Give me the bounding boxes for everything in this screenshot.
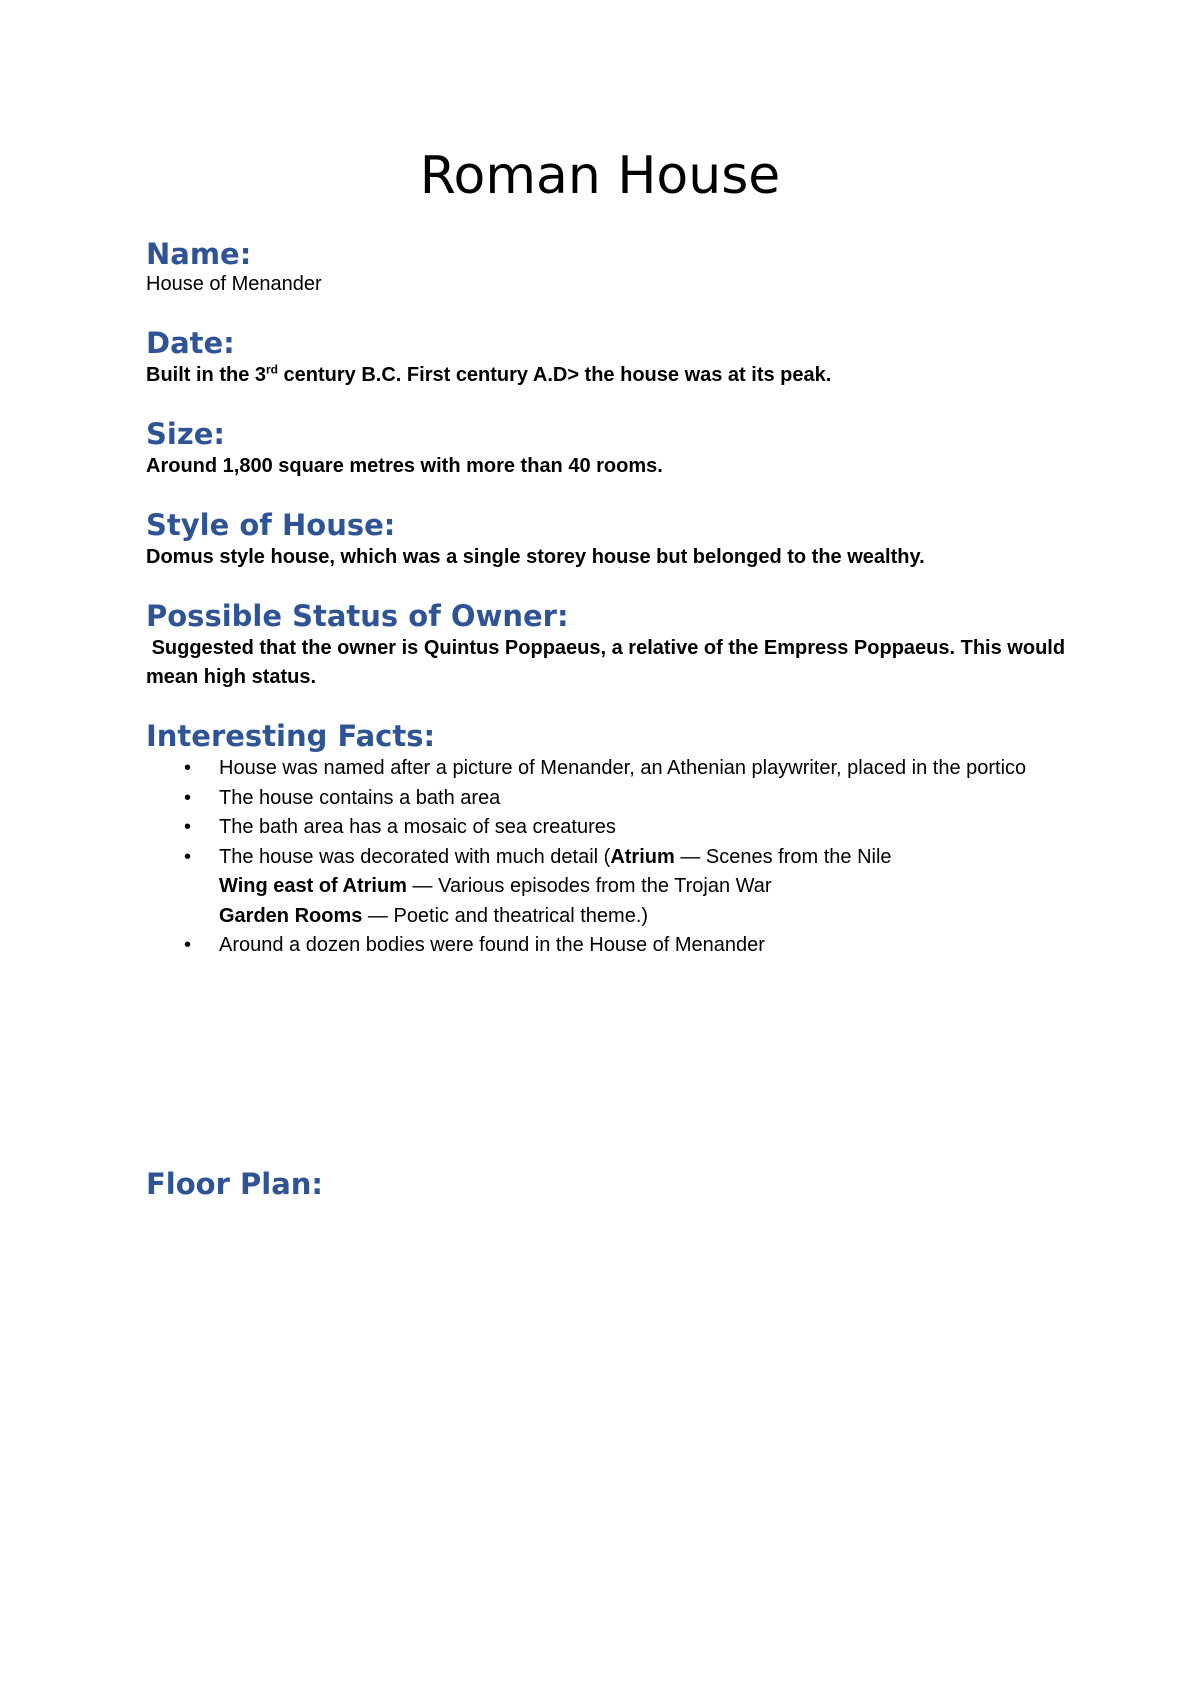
date-text-end: century B.C. First century A.D> the house was at its peak. [278, 364, 832, 386]
facts-heading: Interesting Facts: [146, 719, 436, 753]
date-text-start: Built in the 3 [146, 364, 266, 386]
garden-label: Garden Rooms [219, 904, 363, 927]
section-facts [146, 718, 1086, 961]
bullet-icon: • [184, 786, 192, 809]
section-status [146, 598, 1086, 692]
bullet-icon: • [184, 845, 192, 868]
fact-text: The bath area has a mosaic of sea creatures [219, 816, 616, 838]
bullet-icon: • [184, 816, 192, 838]
style-text-bold: Domus style house, which was a single storey house but belonged to the wealthy. [146, 546, 925, 568]
section-size [146, 416, 1086, 481]
status-heading: Possible Status of Owner: [146, 599, 569, 633]
facts-list [146, 754, 1086, 961]
fact-text: House was named after a picture of Menander, an Athenian playwriter, placed in the portico [219, 757, 1027, 779]
section-date [146, 325, 1086, 390]
section-style [146, 507, 1086, 572]
size-heading: Size: [146, 417, 225, 451]
list-item [146, 784, 1086, 814]
document-body [146, 236, 1086, 987]
name-text: House of Menander [146, 273, 322, 295]
bullet-icon: • [184, 934, 192, 956]
status-text-bold: Suggested that the owner is Quintus Poppaeus, a relative of the Empress Poppaeus. This would mean high status. [146, 637, 1071, 688]
list-item [146, 843, 1086, 932]
atrium-label: Atrium [610, 845, 675, 868]
decoration-prefix: The house was decorated with much detail ( [219, 845, 611, 868]
wing-text: — Various episodes from the Trojan War [406, 875, 772, 897]
wing-label: Wing east of Atrium [219, 875, 407, 897]
bullet-icon: • [184, 757, 192, 779]
list-item [146, 754, 1086, 784]
style-text [146, 543, 1086, 572]
name-heading: Name: [146, 237, 252, 271]
fact-text: The house contains a bath area [219, 786, 501, 809]
section-floor-plan [146, 1166, 323, 1202]
style-heading: Style of House: [146, 508, 396, 542]
floor-plan-heading: Floor Plan: [146, 1167, 324, 1201]
size-text-bold: Around 1,800 square metres with more than 40 rooms. [146, 455, 663, 477]
list-item [146, 813, 1086, 843]
garden-text: — Poetic and theatrical theme.) [362, 904, 649, 927]
date-heading: Date: [146, 326, 235, 360]
section-name [146, 236, 1086, 299]
atrium-text: — Scenes from the Nile [674, 845, 892, 868]
fact-text: Around a dozen bodies were found in the House of Menander [219, 934, 765, 956]
status-text [146, 634, 1086, 692]
date-text [146, 361, 1086, 390]
page-title: Roman House [419, 146, 781, 206]
list-item [146, 931, 1086, 961]
date-superscript: rd [266, 362, 278, 377]
size-text [146, 452, 1086, 481]
